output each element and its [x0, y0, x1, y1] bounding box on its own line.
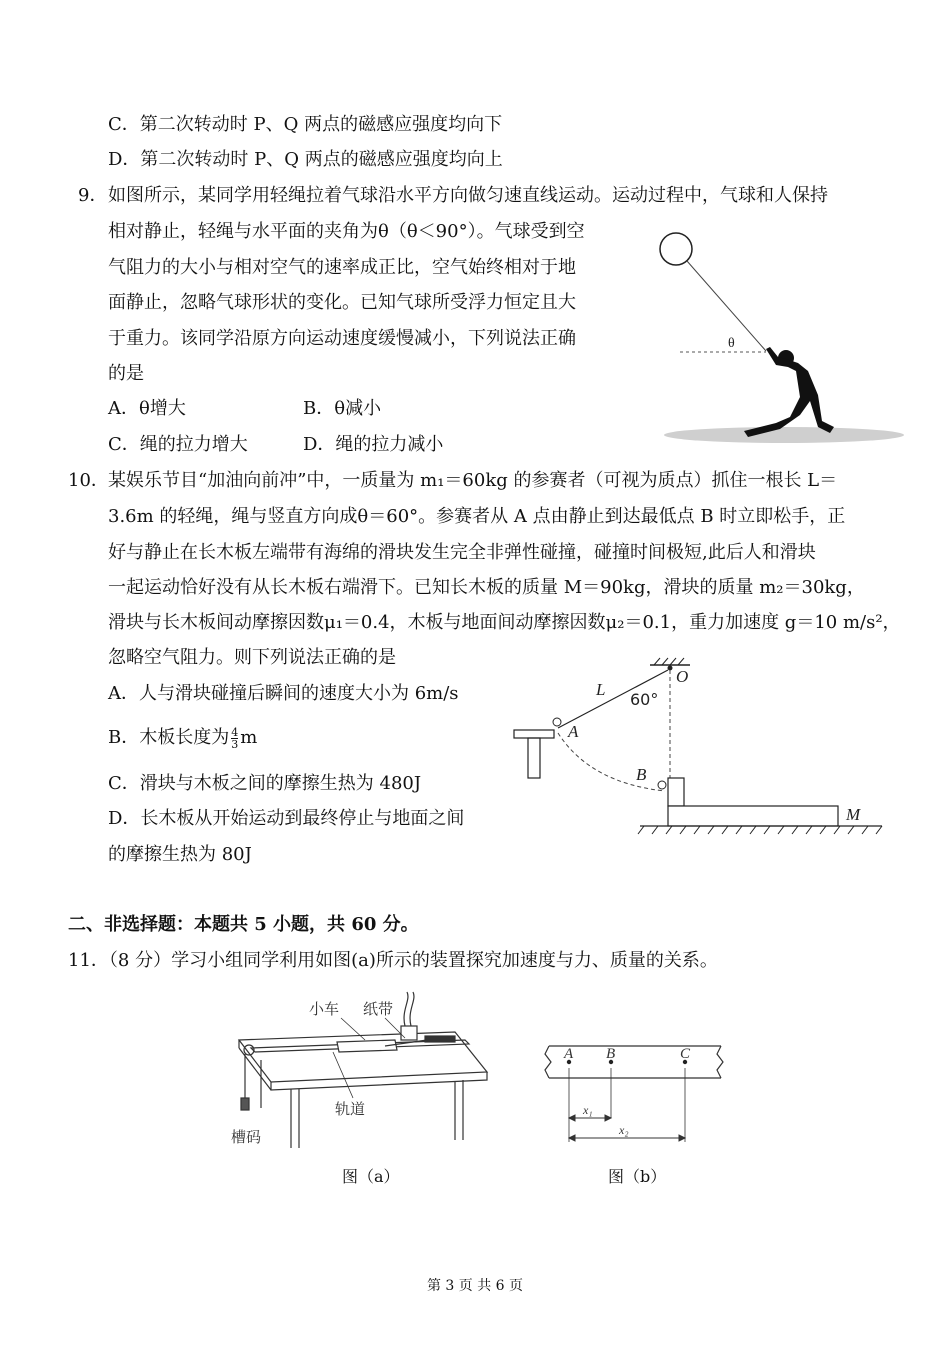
label-o: O [676, 667, 689, 686]
fraction-denominator: 3 [231, 737, 239, 751]
q9-stem-line4: 面静止，忽略气球形状的变化。已知气球所受浮力恒定且大 [108, 292, 576, 313]
ground [664, 427, 904, 443]
q9-balloon-figure [640, 225, 880, 440]
fraction [231, 727, 238, 750]
q10-option-b [108, 726, 257, 750]
q9-number: 9． [78, 185, 108, 206]
label-x2: x₂ [619, 1123, 629, 1137]
section-2-heading: 二、非选择题：本题共 5 小题，共 60 分。 [68, 914, 419, 935]
label-m: M [846, 805, 861, 824]
fraction-numerator: 4 [231, 725, 239, 739]
q10-stem-line4: 一起运动恰好没有从长木板右端滑下。已知长木板的质量 M＝90kg，滑块的质量 m₂＝30kg， [108, 577, 865, 598]
q8-option-c: C．第二次转动时 P、Q 两点的磁感应强度均向下 [108, 114, 503, 135]
figure-a-caption: 图（a） [342, 1167, 400, 1186]
label-weight: 槽码 [231, 1128, 262, 1146]
q10-option-b-unit: m [240, 727, 258, 748]
q10-option-d-line2: 的摩擦生热为 80J [108, 844, 252, 865]
theta-label: θ [728, 336, 735, 351]
q10-number: 10． [68, 470, 109, 491]
runner-silhouette [744, 347, 834, 437]
pivot-o [668, 666, 673, 671]
q9-stem-line6: 的是 [108, 363, 144, 384]
q8-option-d: D．第二次转动时 P、Q 两点的磁感应强度均向上 [108, 149, 503, 170]
q10-option-d-line1: D．长木板从开始运动到最终停止与地面之间 [108, 808, 465, 829]
q10-stem-line6: 忽略空气阻力。则下列说法正确的是 [108, 647, 396, 668]
q10-stem-line3: 好与静止在长木板左端带有海绵的滑块发生完全非弹性碰撞，碰撞时间极短,此后人和滑块 [108, 542, 816, 563]
q10-pendulum-figure [510, 655, 885, 840]
label-a: A [568, 722, 579, 741]
figure-b-caption: 图（b） [608, 1167, 667, 1186]
person-at-a [553, 718, 561, 726]
person-at-b [658, 781, 666, 789]
q11-figure-b [545, 1040, 725, 1155]
q9-stem-line3: 气阻力的大小与相对空气的速率成正比，空气始终相对于地 [108, 257, 576, 278]
q10-option-a: A．人与滑块碰撞后瞬间的速度大小为 6m/s [108, 683, 459, 704]
q11-stem: 11．（8 分）学习小组同学利用如图(a)所示的装置探究加速度与力、质量的关系。 [68, 950, 718, 971]
q9-option-b: B．θ减小 [303, 398, 382, 419]
q9-stem-line2: 相对静止，轻绳与水平面的夹角为θ（θ＜90°）。气球受到空 [108, 221, 585, 242]
q10-stem-line2: 3.6m 的轻绳，绳与竖直方向成θ＝60°。参赛者从 A 点由静止到达最低点 B 时立即松手，正 [108, 506, 846, 527]
hanging-weight [241, 1098, 249, 1110]
q10-stem-line5: 滑块与长木板间动摩擦因数μ₁＝0.4，木板与地面间动摩擦因数μ₂＝0.1，重力加速度 g＝10 m/s²， [108, 612, 901, 633]
q9-stem-line5: 于重力。该同学沿原方向运动速度缓慢减小，下列说法正确 [108, 328, 576, 349]
label-car: 小车 [309, 1000, 340, 1018]
q9-option-c: C．绳的拉力增大 [108, 434, 248, 455]
label-tape: 纸带 [363, 1000, 394, 1018]
q9-option-a: A．θ增大 [108, 398, 186, 419]
platform [514, 730, 554, 778]
label-x1: x₁ [583, 1103, 593, 1117]
label-a: A [564, 1046, 574, 1062]
timer [401, 1026, 417, 1040]
q11-figure-a [225, 990, 495, 1150]
long-board [668, 806, 838, 826]
balloon [660, 233, 692, 265]
label-l: L [596, 680, 606, 699]
q9-stem-line1: 如图所示，某同学用轻绳拉着气球沿水平方向做匀速直线运动。运动过程中，气球和人保持 [108, 185, 828, 206]
rope [687, 261, 766, 351]
q10-stem-line1: 某娱乐节目“加油向前冲”中，一质量为 m₁＝60kg 的参赛者（可视为质点）抓住一根长 L＝ [108, 470, 838, 491]
angle-label: 60° [630, 690, 659, 709]
swing-arc [558, 733, 665, 791]
label-b: B [606, 1046, 616, 1062]
q10-option-b-label: B．木板长度为 [108, 727, 230, 748]
q9-option-d: D．绳的拉力减小 [303, 434, 444, 455]
label-c: C [680, 1046, 691, 1062]
ground-hatch [638, 826, 882, 834]
q10-option-c: C．滑块与木板之间的摩擦生热为 480J [108, 773, 422, 794]
page-footer: 第 3 页 共 6 页 [426, 1278, 524, 1294]
label-b: B [636, 765, 647, 784]
label-track: 轨道 [335, 1100, 366, 1118]
slider-block [668, 778, 684, 806]
